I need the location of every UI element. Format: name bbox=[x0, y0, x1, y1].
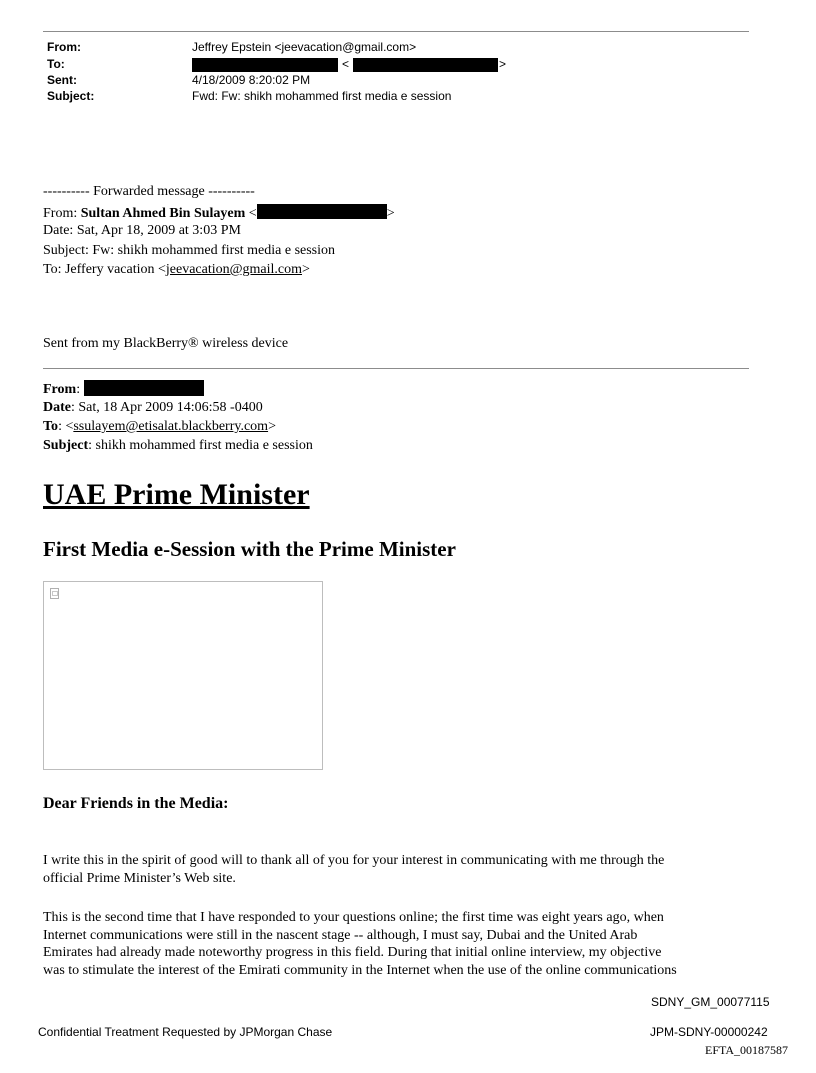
forwarded-to-email-link[interactable]: jeevacation@gmail.com bbox=[165, 262, 303, 277]
redaction-bar bbox=[257, 204, 387, 219]
header-from-value: Jeffrey Epstein <jeevacation@gmail.com> bbox=[192, 40, 417, 54]
paragraph-line: official Prime Minister’s Web site. bbox=[43, 870, 236, 886]
paragraph-2 bbox=[43, 909, 763, 979]
original-to-line bbox=[43, 419, 276, 435]
original-to-suffix: > bbox=[268, 419, 276, 434]
forwarded-date-line: Date: Sat, Apr 18, 2009 at 3:03 PM bbox=[43, 223, 241, 238]
forwarded-from-prefix: From: bbox=[43, 206, 81, 221]
redaction-bar bbox=[84, 380, 204, 396]
redaction-bar bbox=[353, 58, 498, 72]
header-top-rule bbox=[43, 31, 749, 32]
forwarded-to-suffix: > bbox=[302, 262, 310, 277]
blackberry-signature: Sent from my BlackBerry® wireless device bbox=[43, 336, 289, 351]
header-to-label: To: bbox=[47, 57, 65, 71]
page-title: UAE Prime Minister bbox=[43, 478, 310, 511]
paragraph-1 bbox=[43, 852, 763, 887]
forwarded-banner: ---------- Forwarded message ---------- bbox=[43, 184, 255, 199]
forwarded-from-close: > bbox=[386, 206, 395, 221]
paragraph-line: Emirates had already made noteworthy progress in this field. During that initial online interview, my objective bbox=[43, 945, 662, 960]
jpm-page-number: JPM-SDNY-00000242 bbox=[650, 1025, 768, 1039]
original-subject-label: Subject bbox=[43, 438, 89, 453]
forwarded-to-prefix: To: Jeffery vacation < bbox=[43, 262, 166, 277]
confidential-notice: Confidential Treatment Requested by JPMorgan Chase bbox=[38, 1025, 333, 1039]
paragraph-line: This is the second time that I have responded to your questions online; the first time was eight years ago, when bbox=[43, 910, 664, 925]
broken-image-icon bbox=[50, 588, 59, 599]
original-subject-line bbox=[43, 438, 313, 454]
page-subtitle: First Media e-Session with the Prime Minister bbox=[43, 537, 456, 561]
original-to-email-link[interactable]: ssulayem@etisalat.blackberry.com bbox=[73, 419, 269, 434]
forwarded-from-name: Sultan Ahmed Bin Sulayem bbox=[80, 206, 246, 221]
header-sent-label: Sent: bbox=[47, 73, 77, 87]
original-from-sep: : bbox=[76, 382, 84, 397]
efta-number: EFTA_00187587 bbox=[705, 1043, 789, 1057]
paragraph-line: I write this in the spirit of good will to thank all of you for your interest in communicating with me through the bbox=[43, 853, 665, 868]
header-from-label: From: bbox=[47, 40, 81, 54]
header-to-close: > bbox=[499, 57, 507, 71]
redaction-bar bbox=[192, 58, 338, 72]
forwarded-to-line bbox=[43, 262, 310, 278]
original-to-prefix: : < bbox=[58, 419, 74, 434]
forwarded-from-open: < bbox=[245, 206, 257, 221]
original-date-label: Date bbox=[43, 400, 71, 415]
forwarded-from-line bbox=[43, 204, 395, 222]
broken-image-placeholder bbox=[43, 581, 323, 770]
paragraph-line: Internet communications were still in the nascent stage -- although, I must say, Dubai and the United Arab bbox=[43, 927, 638, 943]
header-sent-value: 4/18/2009 8:20:02 PM bbox=[192, 73, 311, 87]
header-subject-value: Fwd: Fw: shikh mohammed first media e session bbox=[192, 89, 452, 103]
original-from-label: From bbox=[43, 382, 77, 397]
forwarded-subject-line: Subject: Fw: shikh mohammed first media e session bbox=[43, 243, 336, 258]
greeting: Dear Friends in the Media: bbox=[43, 795, 229, 812]
original-date-value: : Sat, 18 Apr 2009 14:06:58 -0400 bbox=[71, 400, 263, 415]
original-message-rule bbox=[43, 368, 749, 369]
header-to-open: < bbox=[342, 57, 350, 71]
bates-stamp: SDNY_GM_00077115 bbox=[651, 995, 770, 1009]
paragraph-line: was to stimulate the interest of the Emirati community in the Internet when the use of the online communications bbox=[43, 962, 677, 978]
header-subject-label: Subject: bbox=[47, 89, 95, 103]
original-subject-value: : shikh mohammed first media e session bbox=[88, 438, 313, 453]
original-to-label: To bbox=[43, 419, 59, 434]
original-date-line bbox=[43, 400, 263, 416]
original-from-line bbox=[43, 380, 204, 398]
